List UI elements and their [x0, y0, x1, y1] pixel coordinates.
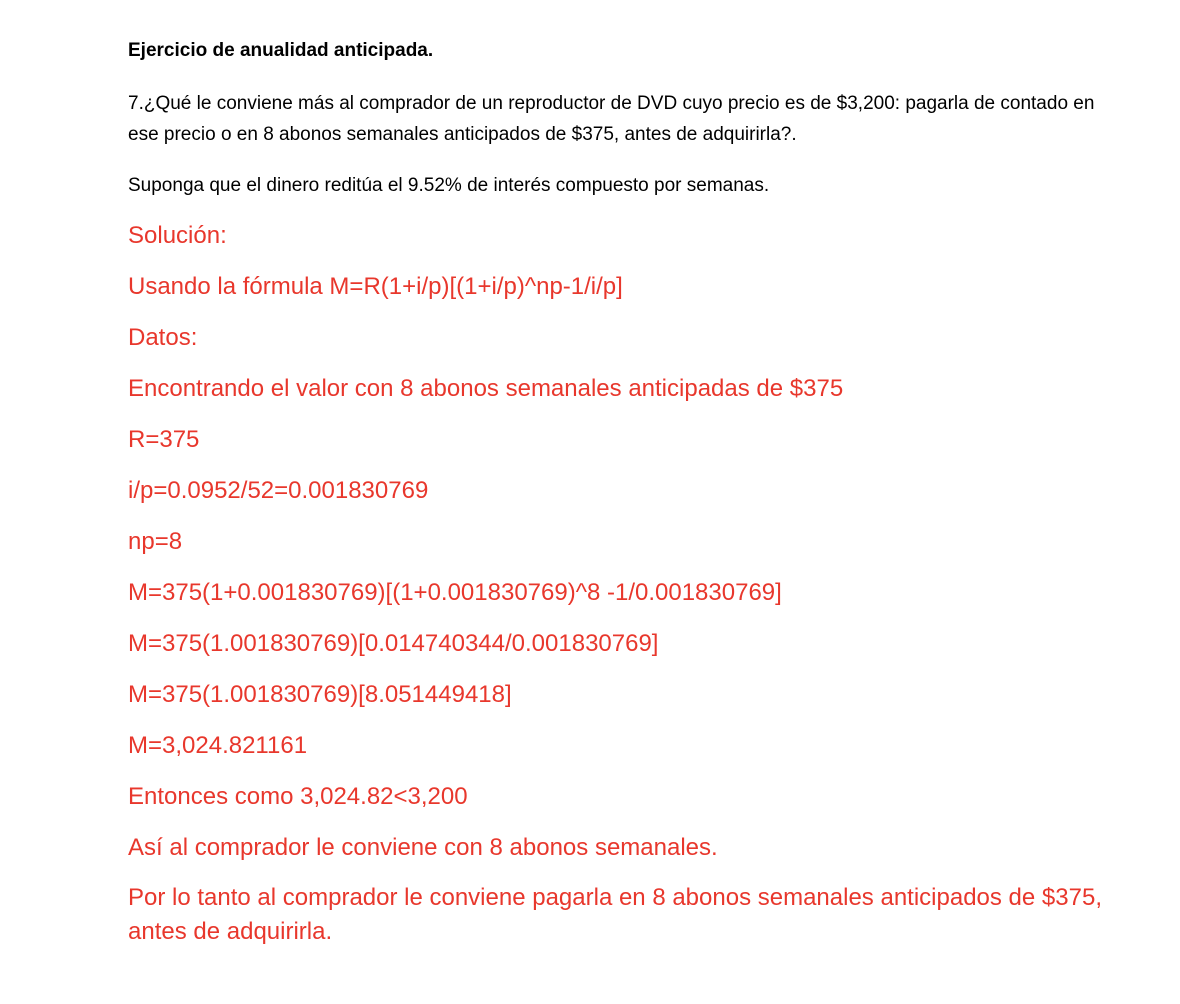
interest-assumption: Suponga que el dinero reditúa el 9.52% de interés compuesto por semanas.	[128, 175, 770, 196]
formula-line: Usando la fórmula M=R(1+i/p)[(1+i/p)^np-1/i/p]	[128, 273, 623, 300]
scenario-line: Encontrando el valor con 8 abonos semanales anticipadas de $375	[128, 375, 844, 402]
document-title: Ejercicio de anualidad anticipada.	[128, 40, 434, 61]
comparison-line: Entonces como 3,024.82<3,200	[128, 783, 468, 810]
calc-step-2: M=375(1.001830769)[0.014740344/0.001830769]	[128, 630, 659, 657]
result-line: M=3,024.821161	[128, 732, 308, 759]
r-value: R=375	[128, 426, 200, 453]
data-heading: Datos:	[128, 324, 198, 351]
np-value: np=8	[128, 528, 183, 555]
conclusion-line-1: Así al comprador le conviene con 8 abonos semanales.	[128, 834, 718, 861]
calc-step-3: M=375(1.001830769)[8.051449418]	[128, 681, 512, 708]
problem-statement: 7.¿Qué le conviene más al comprador de un reproductor de DVD cuyo precio es de $3,200: pagarla de contado en ese precio o en 8 abonos semanales anticipados de $375, antes de adquirirla?.	[128, 93, 1095, 145]
ip-value: i/p=0.0952/52=0.001830769	[128, 477, 429, 504]
solution-heading: Solución:	[128, 222, 227, 249]
calc-step-1: M=375(1+0.001830769)[(1+0.001830769)^8 -1/0.001830769]	[128, 579, 782, 606]
conclusion-line-2: Por lo tanto al comprador le conviene pagarla en 8 abonos semanales anticipados de $375, antes de adquirirla.	[128, 884, 1102, 945]
